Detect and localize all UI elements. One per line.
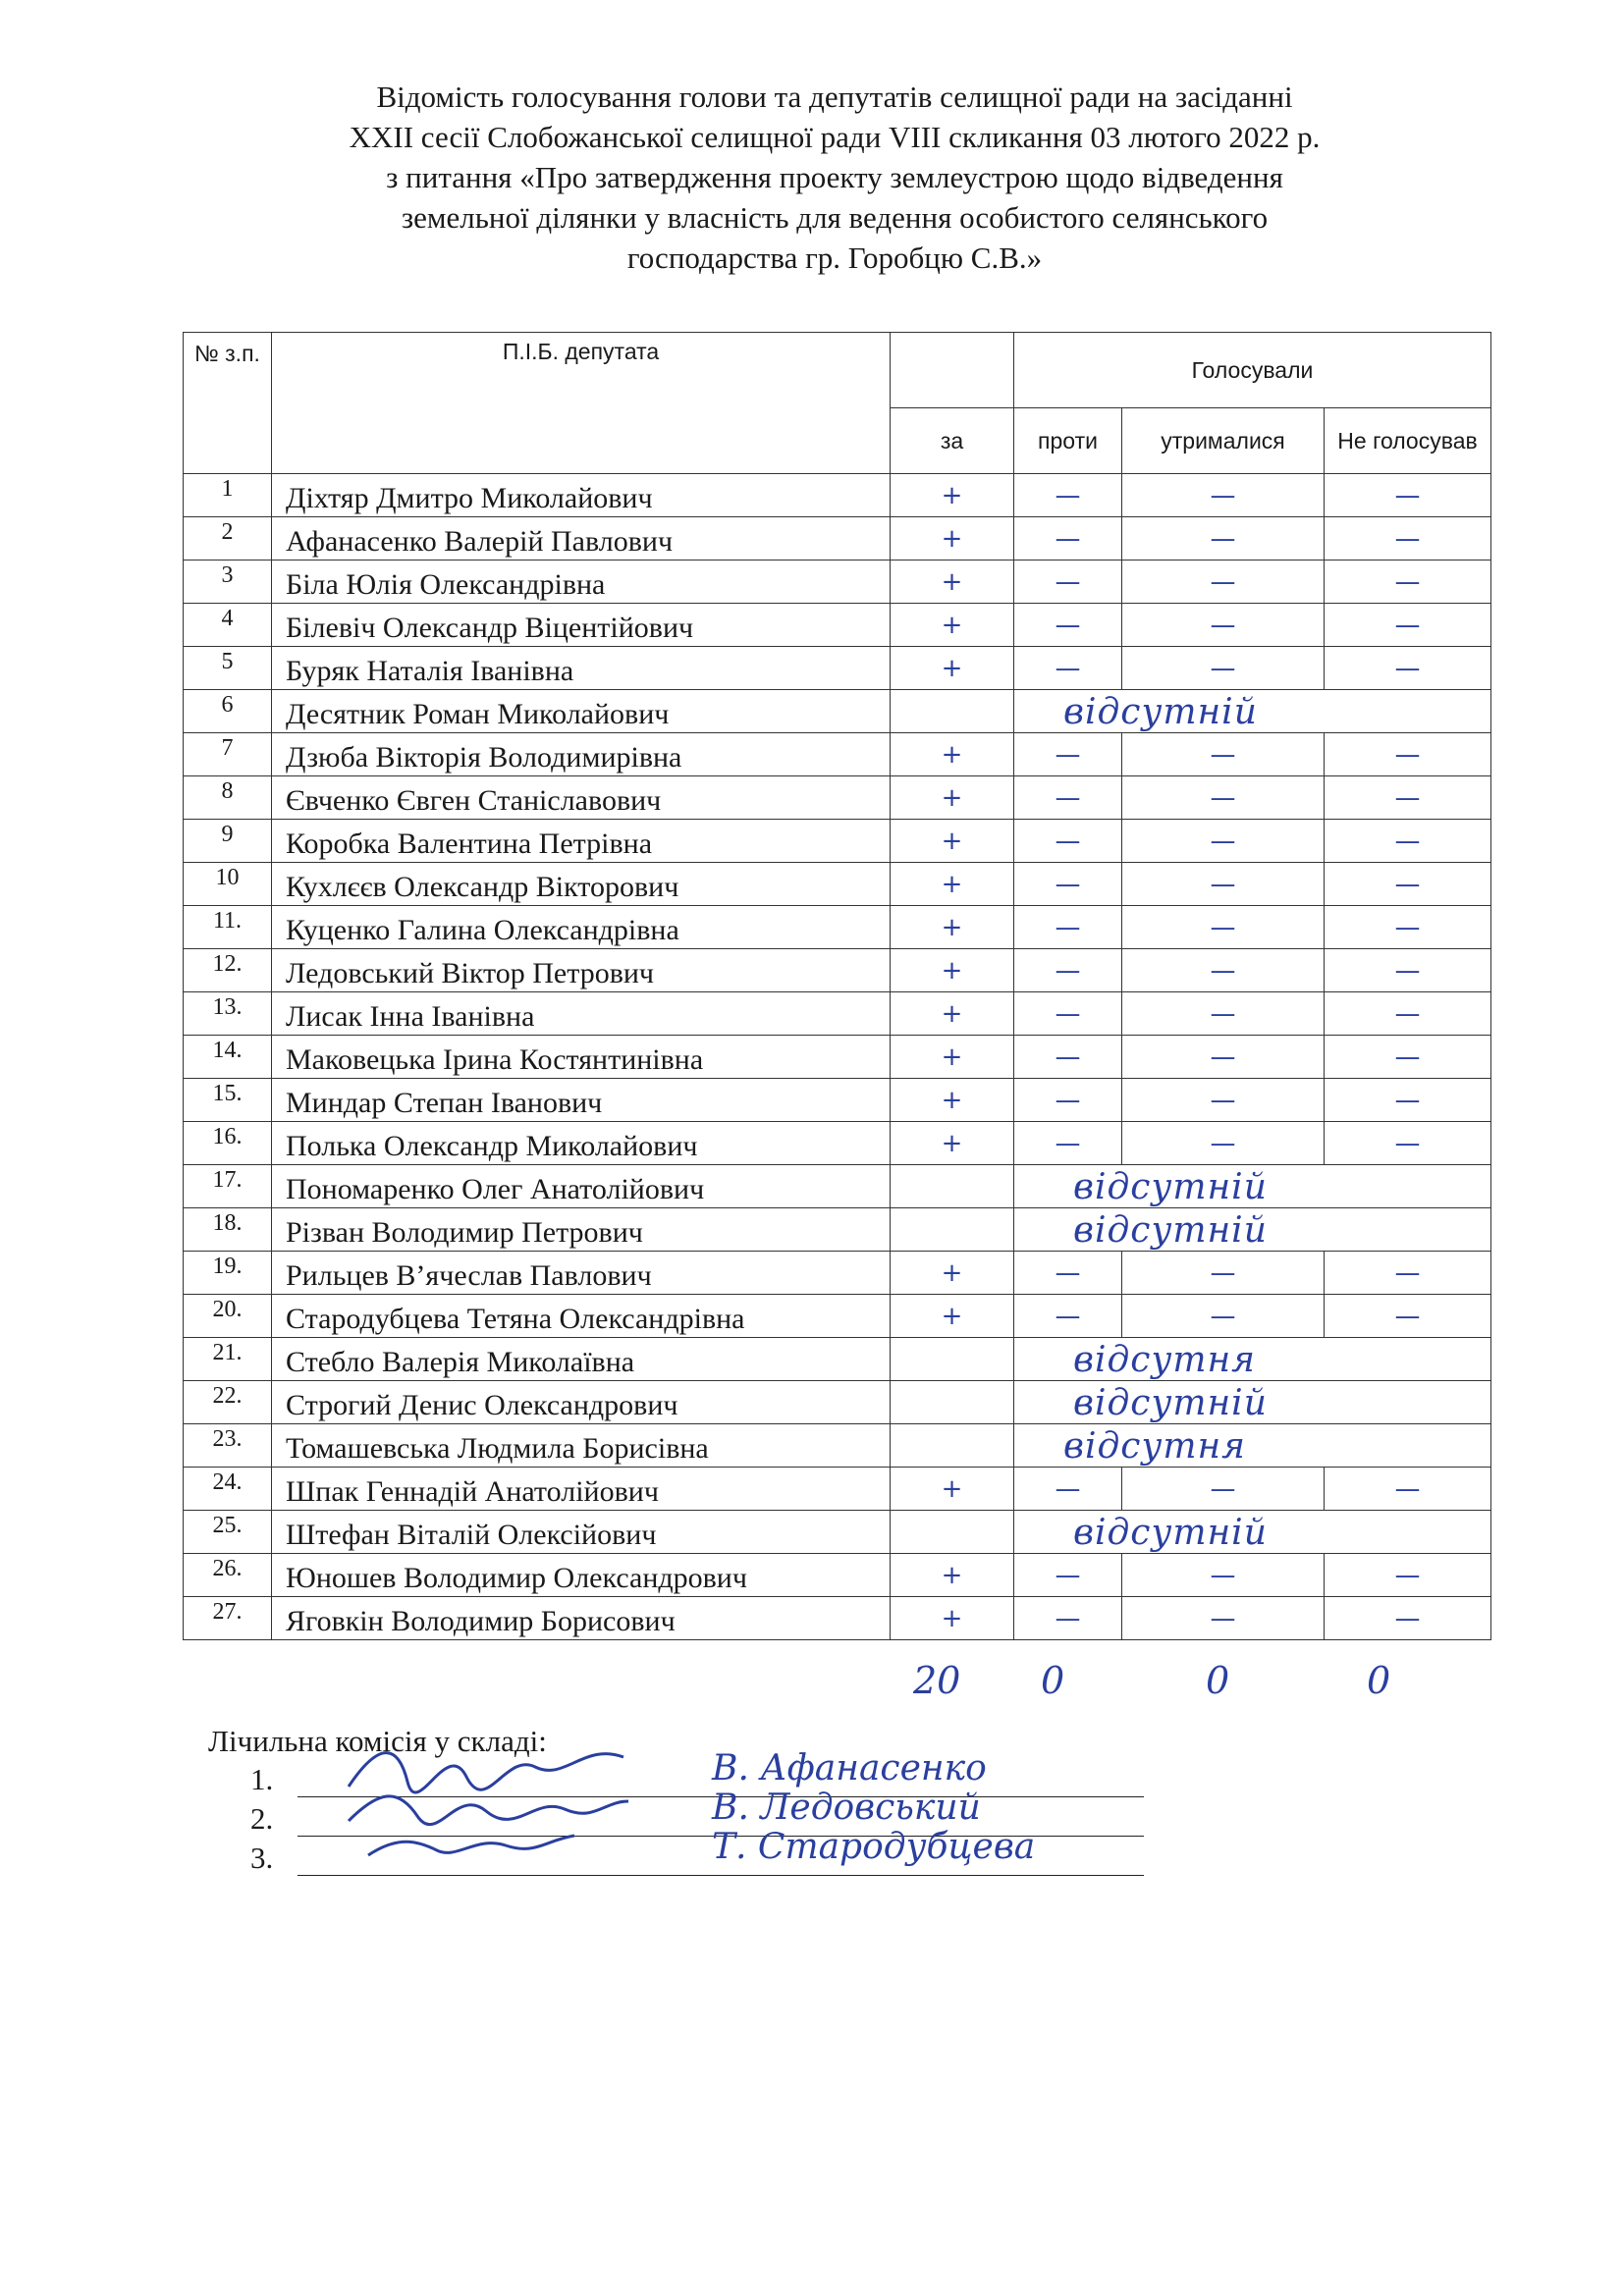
title-line: з питання «Про затвердження проекту землеустрою щодо відведення xyxy=(386,160,1283,194)
vote-against: — xyxy=(1014,733,1122,776)
vote-for: + xyxy=(891,906,1014,949)
vote-not-voted: — xyxy=(1325,1554,1491,1597)
member-index: 3. xyxy=(250,1841,274,1875)
vote-for: + xyxy=(891,1122,1014,1165)
vote-not-voted: — xyxy=(1325,1036,1491,1079)
header-name: П.І.Б. депутата xyxy=(272,333,891,474)
table-row xyxy=(184,733,1491,776)
vote-not-voted: — xyxy=(1325,820,1491,863)
absent-note: відсутній xyxy=(1073,1210,1268,1251)
vote-not-voted: — xyxy=(1325,1079,1491,1122)
vote-abstained: — xyxy=(1122,1252,1325,1295)
vote-for: + xyxy=(891,1079,1014,1122)
vote-for: + xyxy=(891,1295,1014,1338)
signature-name: В. Ледовський xyxy=(712,1788,981,1828)
deputy-name: Діхтяр Дмитро Миколайович xyxy=(272,474,891,517)
vote-not-voted: — xyxy=(1325,1295,1491,1338)
vote-abstained: — xyxy=(1122,1295,1325,1338)
row-number: 10 xyxy=(184,863,272,906)
vote-for xyxy=(891,1511,1014,1554)
deputy-name: Полька Олександр Миколайович xyxy=(272,1122,891,1165)
header-not-voted: Не голосував xyxy=(1325,408,1491,474)
row-number: 7 xyxy=(184,733,272,776)
row-number: 15. xyxy=(184,1079,272,1122)
vote-not-voted: — xyxy=(1325,604,1491,647)
absence-cell xyxy=(1014,1424,1491,1468)
vote-against: — xyxy=(1014,604,1122,647)
commission-member xyxy=(250,1827,1144,1880)
table-row xyxy=(184,949,1491,992)
vote-abstained: — xyxy=(1122,1554,1325,1597)
deputy-name: Коробка Валентина Петрівна xyxy=(272,820,891,863)
vote-against: — xyxy=(1014,474,1122,517)
vote-abstained: — xyxy=(1122,474,1325,517)
table-row xyxy=(184,517,1491,561)
vote-abstained: — xyxy=(1122,733,1325,776)
member-index: 1. xyxy=(250,1762,274,1796)
vote-for: + xyxy=(891,733,1014,776)
header-abstained: утрималися xyxy=(1122,408,1325,474)
vote-against: — xyxy=(1014,820,1122,863)
row-number: 5 xyxy=(184,647,272,690)
table-row xyxy=(184,561,1491,604)
vote-for xyxy=(891,690,1014,733)
absence-cell xyxy=(1014,690,1491,733)
row-number: 21. xyxy=(184,1338,272,1381)
vote-abstained: — xyxy=(1122,906,1325,949)
document-title xyxy=(187,77,1483,278)
vote-for: + xyxy=(891,517,1014,561)
vote-against: — xyxy=(1014,1295,1122,1338)
commission-label: Лічильна комісія у складі: xyxy=(208,1724,547,1758)
table-row xyxy=(184,604,1491,647)
vote-abstained: — xyxy=(1122,517,1325,561)
vote-against: — xyxy=(1014,561,1122,604)
row-number: 9 xyxy=(184,820,272,863)
row-number: 23. xyxy=(184,1424,272,1468)
row-number: 16. xyxy=(184,1122,272,1165)
table-row xyxy=(184,647,1491,690)
table-row xyxy=(184,1338,1491,1381)
deputy-name: Десятник Роман Миколайович xyxy=(272,690,891,733)
deputy-name: Куценко Галина Олександрівна xyxy=(272,906,891,949)
vote-for: + xyxy=(891,1468,1014,1511)
table-row xyxy=(184,1511,1491,1554)
row-number: 2 xyxy=(184,517,272,561)
absent-note: відсутній xyxy=(1073,1513,1268,1553)
vote-for: + xyxy=(891,949,1014,992)
vote-for: + xyxy=(891,1597,1014,1640)
table-row xyxy=(184,992,1491,1036)
deputy-name: Шпак Геннадій Анатолійович xyxy=(272,1468,891,1511)
deputy-name: Томашевська Людмила Борисівна xyxy=(272,1424,891,1468)
row-number: 18. xyxy=(184,1208,272,1252)
row-number: 17. xyxy=(184,1165,272,1208)
vote-not-voted: — xyxy=(1325,776,1491,820)
row-number: 8 xyxy=(184,776,272,820)
vote-not-voted: — xyxy=(1325,906,1491,949)
vote-for xyxy=(891,1338,1014,1381)
vote-against: — xyxy=(1014,1036,1122,1079)
vote-against: — xyxy=(1014,863,1122,906)
total-for: 20 xyxy=(913,1659,961,1702)
vote-against: — xyxy=(1014,1079,1122,1122)
vote-against: — xyxy=(1014,949,1122,992)
deputy-name: Різван Володимир Петрович xyxy=(272,1208,891,1252)
table-row xyxy=(184,863,1491,906)
table-row xyxy=(184,474,1491,517)
header-against: проти xyxy=(1014,408,1122,474)
voting-table xyxy=(183,332,1491,1640)
vote-against: — xyxy=(1014,1122,1122,1165)
signature-name: Т. Стародубцева xyxy=(712,1827,1036,1867)
table-body xyxy=(184,474,1491,1640)
table-row xyxy=(184,1597,1491,1640)
deputy-name: Білевіч Олександр Віцентійович xyxy=(272,604,891,647)
deputy-name: Пономаренко Олег Анатолійович xyxy=(272,1165,891,1208)
vote-not-voted: — xyxy=(1325,1252,1491,1295)
deputy-name: Дзюба Вікторія Володимирівна xyxy=(272,733,891,776)
absence-cell xyxy=(1014,1208,1491,1252)
table-row xyxy=(184,1079,1491,1122)
header-for: за xyxy=(891,408,1014,474)
vote-not-voted: — xyxy=(1325,733,1491,776)
table-row xyxy=(184,1122,1491,1165)
signature-name: В. Афанасенко xyxy=(712,1748,987,1789)
deputy-name: Миндар Степан Іванович xyxy=(272,1079,891,1122)
vote-for: + xyxy=(891,863,1014,906)
row-number: 27. xyxy=(184,1597,272,1640)
row-number: 26. xyxy=(184,1554,272,1597)
header-empty xyxy=(891,333,1014,408)
absent-note: відсутній xyxy=(1073,1383,1268,1423)
deputy-name: Стебло Валерія Миколаївна xyxy=(272,1338,891,1381)
table-row xyxy=(184,906,1491,949)
absent-note: відсутня xyxy=(1073,1340,1257,1380)
vote-for xyxy=(891,1381,1014,1424)
vote-not-voted: — xyxy=(1325,949,1491,992)
vote-abstained: — xyxy=(1122,820,1325,863)
total-against: 0 xyxy=(1041,1659,1065,1702)
row-number: 4 xyxy=(184,604,272,647)
header-number: № з.п. xyxy=(184,333,272,474)
vote-abstained: — xyxy=(1122,561,1325,604)
vote-abstained: — xyxy=(1122,1468,1325,1511)
vote-for: + xyxy=(891,820,1014,863)
title-line: земельної ділянки у власність для ведення особистого селянського xyxy=(401,200,1269,235)
vote-against: — xyxy=(1014,906,1122,949)
vote-against: — xyxy=(1014,1252,1122,1295)
row-number: 14. xyxy=(184,1036,272,1079)
deputy-name: Рильцев В’ячеслав Павлович xyxy=(272,1252,891,1295)
table-row xyxy=(184,1208,1491,1252)
vote-not-voted: — xyxy=(1325,1468,1491,1511)
vote-for: + xyxy=(891,604,1014,647)
vote-abstained: — xyxy=(1122,604,1325,647)
vote-abstained: — xyxy=(1122,1036,1325,1079)
deputy-name: Маковецька Ірина Костянтинівна xyxy=(272,1036,891,1079)
deputy-name: Ледовський Віктор Петрович xyxy=(272,949,891,992)
deputy-name: Біла Юлія Олександрівна xyxy=(272,561,891,604)
vote-not-voted: — xyxy=(1325,1122,1491,1165)
title-line: XXII сесії Слобожанської селищної ради VIII скликання 03 лютого 2022 р. xyxy=(349,120,1321,154)
vote-against: — xyxy=(1014,992,1122,1036)
vote-not-voted: — xyxy=(1325,474,1491,517)
member-index: 2. xyxy=(250,1801,274,1836)
table-row xyxy=(184,1036,1491,1079)
deputy-name: Кухлєєв Олександр Вікторович xyxy=(272,863,891,906)
deputy-name: Євченко Євген Станіславович xyxy=(272,776,891,820)
row-number: 19. xyxy=(184,1252,272,1295)
vote-for xyxy=(891,1208,1014,1252)
vote-against: — xyxy=(1014,517,1122,561)
table-row xyxy=(184,1424,1491,1468)
deputy-name: Стародубцева Тетяна Олександрівна xyxy=(272,1295,891,1338)
deputy-name: Строгий Денис Олександрович xyxy=(272,1381,891,1424)
row-number: 13. xyxy=(184,992,272,1036)
vote-abstained: — xyxy=(1122,776,1325,820)
vote-abstained: — xyxy=(1122,863,1325,906)
absent-note: відсутня xyxy=(1063,1426,1247,1467)
row-number: 12. xyxy=(184,949,272,992)
row-number: 24. xyxy=(184,1468,272,1511)
row-number: 6 xyxy=(184,690,272,733)
row-number: 25. xyxy=(184,1511,272,1554)
title-line: Відомість голосування голови та депутатів селищної ради на засіданні xyxy=(376,80,1293,114)
vote-against: — xyxy=(1014,776,1122,820)
vote-not-voted: — xyxy=(1325,863,1491,906)
table-row xyxy=(184,1165,1491,1208)
vote-abstained: — xyxy=(1122,992,1325,1036)
deputy-name: Афанасенко Валерій Павлович xyxy=(272,517,891,561)
row-number: 3 xyxy=(184,561,272,604)
vote-abstained: — xyxy=(1122,949,1325,992)
deputy-name: Штефан Віталій Олексійович xyxy=(272,1511,891,1554)
vote-for xyxy=(891,1424,1014,1468)
table-row xyxy=(184,1295,1491,1338)
vote-for: + xyxy=(891,1036,1014,1079)
vote-against: — xyxy=(1014,1554,1122,1597)
vote-for: + xyxy=(891,776,1014,820)
total-not-voted: 0 xyxy=(1367,1659,1391,1702)
vote-abstained: — xyxy=(1122,647,1325,690)
absent-note: відсутній xyxy=(1073,1167,1268,1207)
absence-cell xyxy=(1014,1511,1491,1554)
total-abstained: 0 xyxy=(1206,1659,1230,1702)
vote-abstained: — xyxy=(1122,1079,1325,1122)
vote-abstained: — xyxy=(1122,1122,1325,1165)
table-row xyxy=(184,1252,1491,1295)
vote-not-voted: — xyxy=(1325,647,1491,690)
absent-note: відсутній xyxy=(1063,692,1258,732)
vote-not-voted: — xyxy=(1325,1597,1491,1640)
row-number: 22. xyxy=(184,1381,272,1424)
absence-cell xyxy=(1014,1165,1491,1208)
absence-cell xyxy=(1014,1338,1491,1381)
vote-for: + xyxy=(891,1252,1014,1295)
table-row xyxy=(184,1554,1491,1597)
table-row xyxy=(184,690,1491,733)
vote-against: — xyxy=(1014,647,1122,690)
deputy-name: Лисак Інна Іванівна xyxy=(272,992,891,1036)
row-number: 1 xyxy=(184,474,272,517)
absence-cell xyxy=(1014,1381,1491,1424)
vote-abstained: — xyxy=(1122,1597,1325,1640)
deputy-name: Яговкін Володимир Борисович xyxy=(272,1597,891,1640)
deputy-name: Буряк Наталія Іванівна xyxy=(272,647,891,690)
vote-for: + xyxy=(891,474,1014,517)
vote-not-voted: — xyxy=(1325,561,1491,604)
vote-for: + xyxy=(891,561,1014,604)
vote-for: + xyxy=(891,647,1014,690)
table-row xyxy=(184,1381,1491,1424)
vote-for: + xyxy=(891,1554,1014,1597)
header-voted: Голосували xyxy=(1014,333,1491,408)
deputy-name: Юношев Володимир Олександрович xyxy=(272,1554,891,1597)
vote-not-voted: — xyxy=(1325,517,1491,561)
title-line: господарства гр. Горобцю С.В.» xyxy=(626,240,1043,275)
vote-against: — xyxy=(1014,1468,1122,1511)
row-number: 20. xyxy=(184,1295,272,1338)
table-row xyxy=(184,820,1491,863)
table-row xyxy=(184,1468,1491,1511)
table-row xyxy=(184,776,1491,820)
vote-for xyxy=(891,1165,1014,1208)
vote-against: — xyxy=(1014,1597,1122,1640)
row-number: 11. xyxy=(184,906,272,949)
handwritten-signature-icon xyxy=(339,1811,633,1880)
vote-not-voted: — xyxy=(1325,992,1491,1036)
vote-for: + xyxy=(891,992,1014,1036)
